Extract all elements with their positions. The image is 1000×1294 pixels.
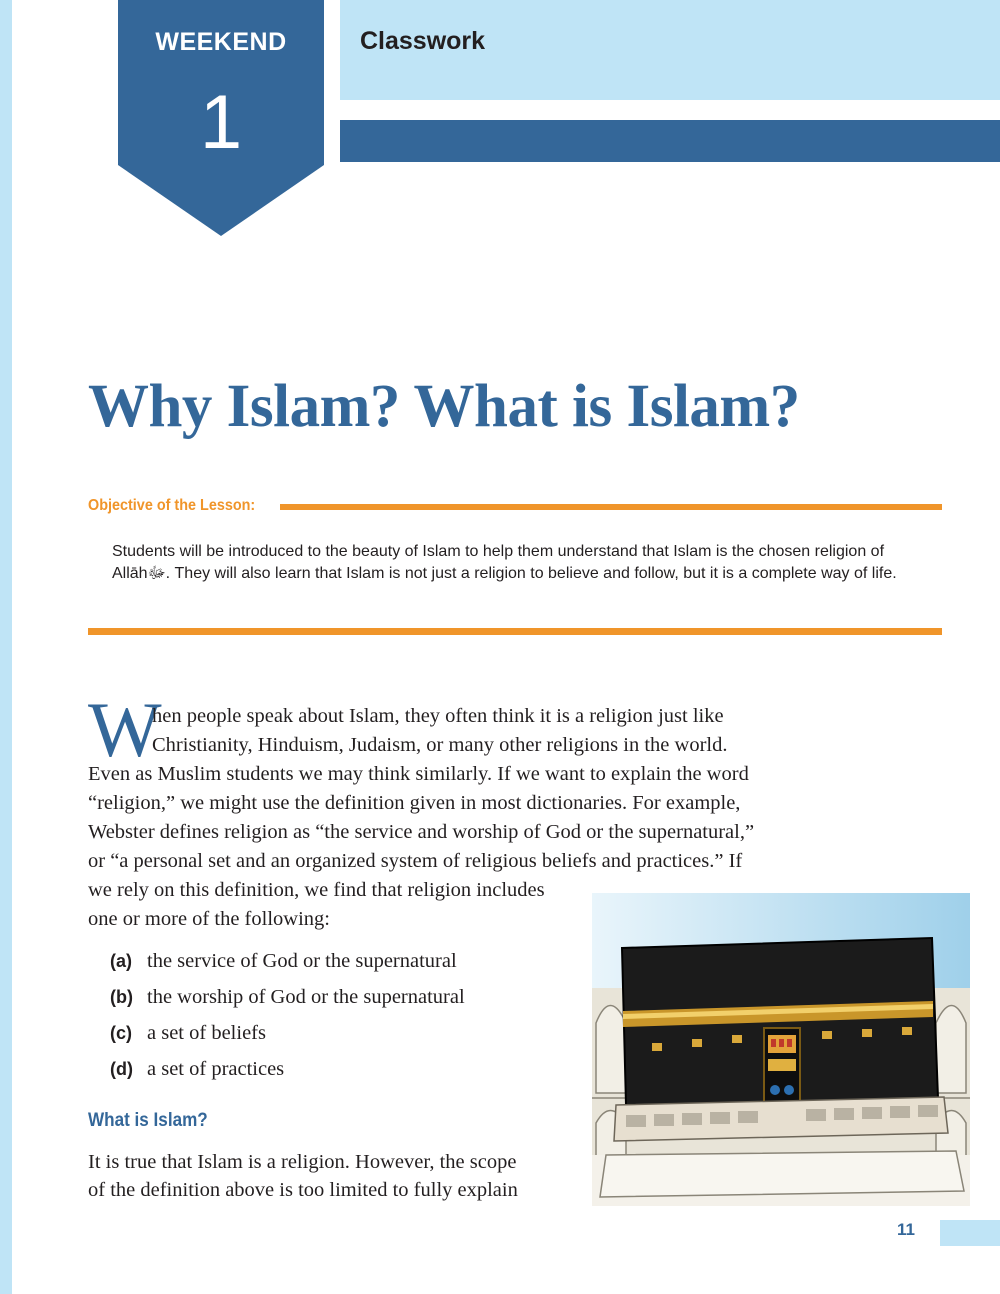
page-tab [940,1220,1000,1246]
list-item-label: (c) [110,1023,132,1043]
definition-list [110,950,465,1094]
paragraph-line: hen people speak about Islam, they often think it is a religion just like [152,705,724,727]
objective-rule-bottom [88,628,942,635]
list-item [110,986,465,1022]
left-margin-strip [0,0,12,1294]
section-paragraph [88,1148,568,1204]
list-item-text: a set of beliefs [147,1022,266,1044]
page-title: Why Islam? What is Islam? [88,373,800,440]
paragraph-line: “religion,” we might use the definition given in most dictionaries. For example, [88,792,741,814]
paragraph-line: one or more of the following: [88,908,330,930]
kaaba-illustration [592,893,970,1206]
badge-label: WEEKEND [155,28,287,56]
list-item [110,1022,465,1058]
paragraph-line: of the definition above is too limited to fully explain [88,1179,518,1201]
badge-number: 1 [199,80,243,165]
objective-text: Students will be introduced to the beauty of Islam to help them understand that Islam is the chosen religion of Allāhﷻ. They will also learn that Islam is not just a religion to believe and follow, but it is a complete way of life. [112,543,897,582]
header-band-dark [340,120,1000,162]
list-item [110,950,465,986]
section-heading: What is Islam? [88,1110,208,1131]
paragraph-line: we rely on this definition, we find that religion includes [88,879,545,901]
objective-rule-top [280,504,942,510]
list-item-text: the service of God or the supernatural [147,950,457,972]
paragraph-line: Webster defines religion as “the service and worship of God or the supernatural,” [88,821,755,843]
paragraph-line: Christianity, Hinduism, Judaism, or many other religions in the world. [152,734,728,756]
drop-cap: W [88,686,162,773]
list-item-label: (a) [110,951,132,971]
list-item [110,1058,465,1094]
paragraph-line: It is true that Islam is a religion. However, the scope [88,1151,517,1173]
paragraph-line: or “a personal set and an organized system of religious beliefs and practices.” If [88,850,743,872]
paragraph-line: Even as Muslim students we may think similarly. If we want to explain the word [88,763,749,785]
page-number: 11 [897,1220,915,1239]
list-item-label: (d) [110,1059,133,1079]
section-label: Classwork [360,27,486,55]
list-item-text: the worship of God or the supernatural [147,986,465,1008]
weekend-badge [118,0,324,236]
list-item-text: a set of practices [147,1058,285,1080]
objective-heading: Objective of the Lesson: [88,497,256,514]
list-item-label: (b) [110,987,133,1007]
